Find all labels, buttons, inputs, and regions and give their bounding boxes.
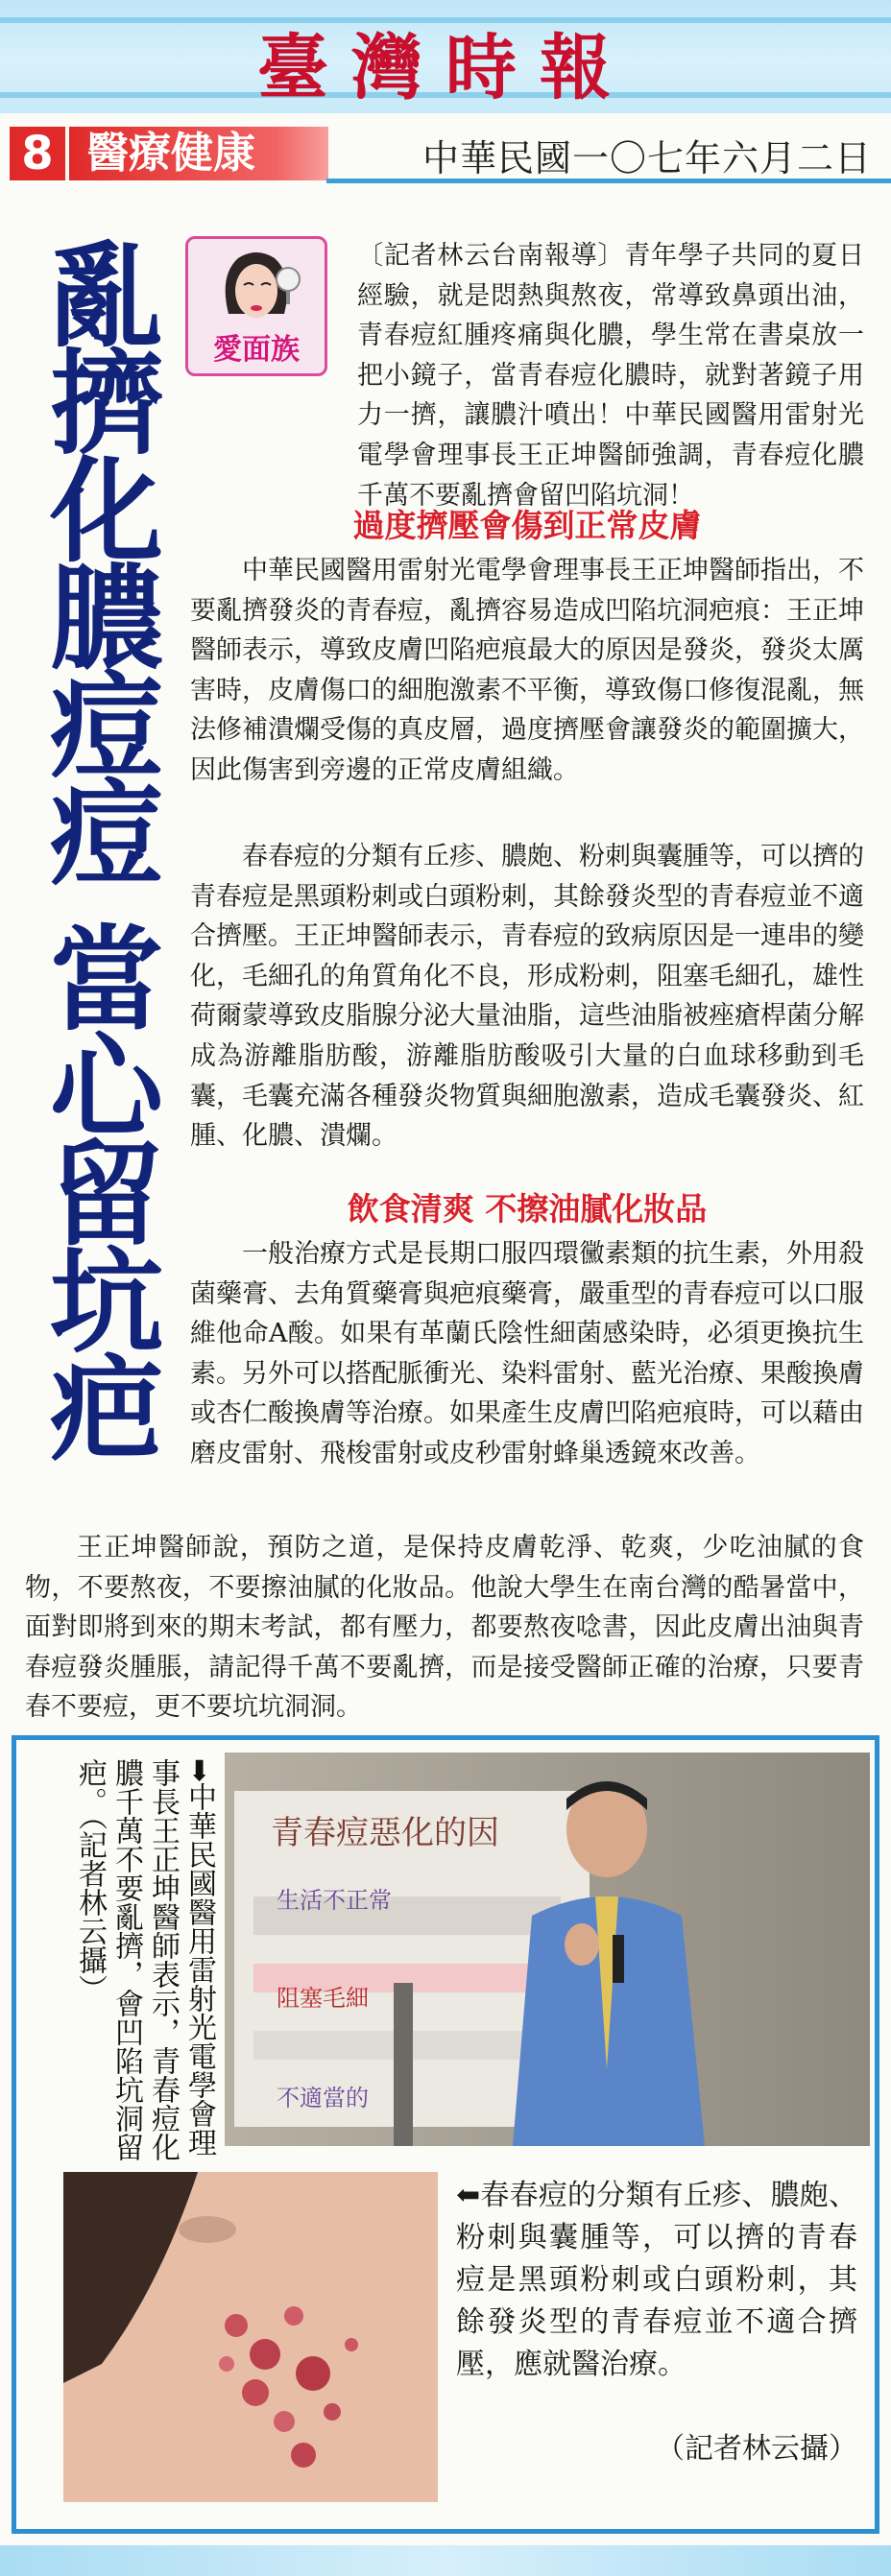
acne-closeup-photo [63,2172,438,2502]
caption-acne: ⬅春春痘的分類有丘疹、膿皰、粉刺與囊腫等，可以擠的青春痘是黑頭粉刺或白頭粉刺，其餘發炎型的青春痘並不適合擠壓，應就醫治療。 [456,2179,857,2381]
paragraph-3: 一般治療方式是長期口服四環黴素類的抗生素，外用殺菌藥膏、去角質藥膏與疤痕藥膏，嚴重型的青春痘可以口服維他命A酸。如果有革蘭氏陰性細菌感染時，必須更換抗生素。另外可以搭配脈衝光、染料雷射、藍光治療、果酸換膚或杏仁酸換膚等治療。如果產生皮膚凹陷疤痕時，可以藉由磨皮雷射、飛梭雷射或皮秒雷射蜂巢透鏡來改善。 [190,1239,864,1468]
issue-date: 中華民國一〇七年六月二日 [421,137,872,179]
column-label: 愛面族 [213,333,300,367]
face-mirror-icon [209,247,303,329]
slide-title: 青春痘惡化的因 [271,1814,499,1852]
slide-item-3: 不適當的 [277,2085,369,2111]
caption-acne-credit: （記者林云攝） [656,2432,857,2466]
paragraph-2: 春春痘的分類有丘疹、膿皰、粉刺與囊腫等，可以擠的青春痘是黑頭粉刺或白頭粉刺，其餘發炎型的青春痘並不適合擠壓。王正坤醫師表示，青春痘的致病原因是一連串的變化，毛細孔的角質角化不良，形成粉刺，阻塞毛細孔，雄性荷爾蒙導致皮脂腺分泌大量油脂，這些油脂被痤瘡桿菌分解成為游離脂肪酸，游離脂肪酸吸引大量的白血球移動到毛囊，毛囊充滿各種發炎物質與細胞激素，造成毛囊發炎、紅腫、化膿、潰爛。 [190,842,864,1152]
footer-bar [0,2545,891,2576]
headline-part1: 亂擠化膿痘痘 [31,236,163,881]
subheading-1: 過度擠壓會傷到正常皮膚 [352,507,702,544]
beauty-column-badge [185,236,327,376]
page-number: 8 [10,127,65,180]
masthead [0,0,891,113]
slide-item-1: 生活不正常 [277,1887,392,1914]
paragraph-4: 王正坤醫師說，預防之道，是保持皮膚乾淨、乾爽，少吃油膩的食物，不要熬夜，不要擦油膩的化妝品。他說大學生在南台灣的酷暑當中，面對即將到來的期末考試，都有壓力，都要熬夜唸書，因此皮膚出油與青春痘發炎腫脹，請記得千萬不要亂擠，而是接受醫師正確的治療，只要青春不要痘，更不要坑坑洞洞。 [25,1533,864,1723]
lead-paragraph-top [357,236,864,515]
acne-closeup-image [63,2172,438,2502]
headline-part2: 當心留坑疤 [31,919,163,1457]
section-bar [0,125,891,184]
headline [25,236,169,1457]
subheading-2: 飲食清爽 不擦油膩化妝品 [347,1190,708,1228]
lead-text: 〔記者林云台南報導〕青年學子共同的夏日經驗，就是悶熱與熬夜，常導致鼻頭出油，青春痘紅腫疼痛與化膿，學生常在書桌放一把小鏡子，當青春痘化膿時，就對著鏡子用力一擠，讓膿汁噴出！中華民國醫用雷射光電學會理事長王正坤醫師強調，青春痘化膿千萬不要亂擠會留凹陷坑洞！ [357,241,864,511]
slide-item-2: 阻塞毛細 [277,1985,369,2012]
newspaper-title: 臺灣時報 [257,27,634,109]
caption-lecture: ➡中華民國醫用雷射光電學會理事長王正坤醫師表示，青春痘化膿千萬不要亂擠，會凹陷坑洞留疤。（記者林云攝） [73,1758,216,2161]
section-name: 醫療健康 [69,127,328,180]
paragraph-1: 中華民國醫用雷射光電學會理事長王正坤醫師指出，不要亂擠發炎的青春痘，亂擠容易造成凹陷坑洞疤痕：王正坤醫師表示，導致皮膚凹陷疤痕最大的原因是發炎，發炎太厲害時，皮膚傷口的細胞激素不平衡，導致傷口修復混亂，無法修補潰爛受傷的真皮層，過度擠壓會讓發炎的範圍擴大，因此傷害到旁邊的正常皮膚組織。 [190,556,864,785]
